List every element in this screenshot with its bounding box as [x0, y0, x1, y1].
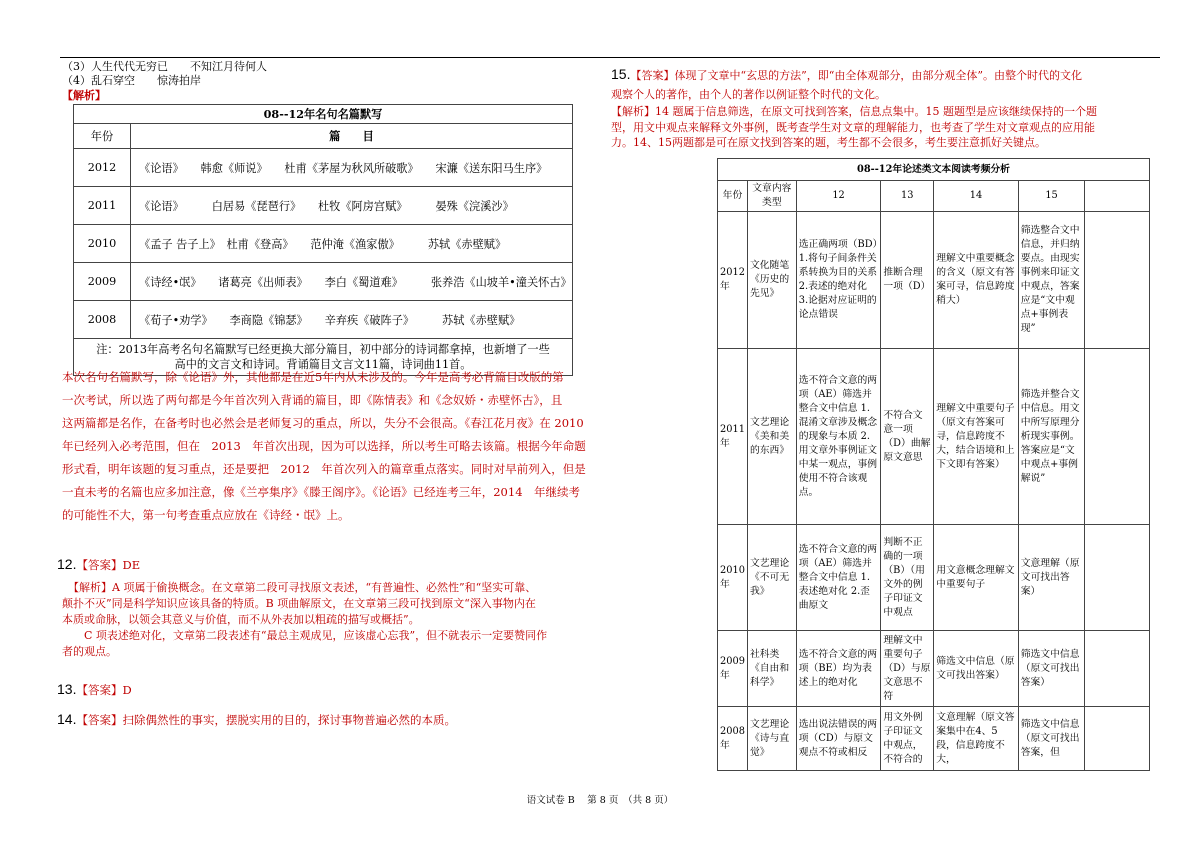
- works-cell: 《荀子•劝学》 李商隐《锦瑟》 辛弃疾《破阵子》 苏轼《赤壁赋》: [131, 301, 573, 339]
- q14-cell: 用文意概念理解文中重要句子: [934, 525, 1019, 631]
- page-footer: 语文试卷 B 第 8 页 （共 8 页）: [526, 795, 674, 806]
- q12-answer: [57, 556, 140, 573]
- q14-cell: 理解文中重要句子（原文有答案可寻，信息跨度不大，结合语境和上下文即有答案）: [934, 349, 1019, 525]
- works-cell: 《论语》 韩愈《师说》 杜甫《茅屋为秋风所破歌》 宋濂《送东阳马生序》: [131, 149, 573, 187]
- analysis-line: C 项表述绝对化，文章第二段表述有“最总主观成见，应该虚心忘我”，但不就表示一定要赞同作: [84, 629, 548, 642]
- analysis-line: 力。14、15两题都是可在原文找到答案的题，考生都不会很多，考生要注意抓好关键点。: [611, 136, 1046, 149]
- year-cell: 2009年: [718, 631, 748, 707]
- answer-label: 【答案】: [76, 713, 123, 727]
- table-title: 08--12年名句名篇默写: [74, 105, 573, 124]
- answer-text: D: [122, 683, 132, 697]
- works-cell: 《孟子 告子上》 杜甫《登高》 范仲淹《渔家傲》 苏轼《赤壁赋》: [131, 225, 573, 263]
- q12-analysis: [62, 580, 592, 660]
- analysis-label: 【解析】: [611, 105, 655, 118]
- table-row: [718, 349, 1150, 525]
- q12-cell: 选不符合文意的两项（AE）筛选并整合文中信息 1.表述绝对化 2.歪曲原文: [796, 525, 881, 631]
- analysis-label: 【解析】: [68, 581, 112, 594]
- famous-lines-table: [73, 104, 573, 376]
- type-cell: 文艺理论《美和美的东西》: [747, 349, 796, 525]
- analysis-line: 【解析】A 项属于偷换概念。在文章第二段可寻找原文表述，“有普遍性、必然性”和“坚实可靠、: [68, 581, 537, 594]
- column-header: 13: [881, 181, 934, 212]
- empty-cell: [1085, 707, 1150, 771]
- analysis-line: 的可能性不大，第一句考查重点应放在《诗经・氓》上。: [62, 508, 350, 522]
- header-line-2: （4）乱石穿空 惊涛拍岸: [62, 74, 201, 87]
- answer-text: 扫除偶然性的事实，摆脱实用的目的，探讨事物普遍必然的本质。: [122, 713, 456, 727]
- analysis-line: 本质或命脉，以领会其意义与价值，而不从外表加以粗疏的描写或概括”。: [62, 613, 420, 626]
- column-header: 年份: [718, 181, 748, 212]
- header-rule: [60, 57, 1160, 58]
- table-row: [74, 187, 573, 225]
- answer-label: 【答案】: [76, 558, 123, 572]
- table-title: 08--12年论述类文本阅读考频分析: [718, 159, 1150, 181]
- column-header: [1085, 181, 1150, 212]
- analysis-line: 者的观点。: [62, 645, 117, 658]
- q15-cell: 文意理解（原文可找出答案）: [1018, 525, 1085, 631]
- q13-cell: 推断合理一项（D）: [881, 212, 934, 349]
- note-line: 注：2013年高考名句名篇默写已经更换大部分篇目，初中部分的诗词都拿掉，也新增了一些: [96, 343, 550, 356]
- column-header: 年份: [74, 124, 131, 149]
- works-cell: 《论语》 白居易《琵琶行》 杜牧《阿房宫赋》 晏殊《浣溪沙》: [131, 187, 573, 225]
- analysis-line: 型，用文中观点来解释文外事例，既考查学生对文章的理解能力，也考查了学生对文章观点的应用能: [611, 120, 1095, 134]
- analysis-line: 【解析】14 题属于信息筛选，在原文可找到答案，信息点集中。15 题题型是应该继续保持的一个题: [611, 105, 1097, 118]
- column-header: 文章内容类型: [747, 181, 796, 212]
- q12-cell: 选出说法错误的两项（CD）与原文观点不符或相反: [796, 707, 881, 771]
- answer-label: 【答案】: [76, 683, 123, 697]
- analysis-label: 【解析】: [62, 89, 106, 102]
- analysis-line: 年已经列入必考范围，但在 2013 年首次出现，因为可以选择，所以考生可略去该篇。根据今年命题: [62, 439, 586, 453]
- empty-cell: [1085, 349, 1150, 525]
- reading-analysis-table: [717, 158, 1150, 771]
- table-row: [74, 263, 573, 301]
- q14-answer: [57, 711, 456, 728]
- table-row: [718, 212, 1150, 349]
- type-cell: 文化随笔《历史的先见》: [747, 212, 796, 349]
- answer-text: DE: [122, 558, 141, 572]
- column-header: 篇 目: [131, 124, 573, 149]
- type-cell: 社科类《自由和科学》: [747, 631, 796, 707]
- question-number: 15.: [611, 66, 631, 82]
- analysis-line: 这两篇都是名作，在备考时也必然会是老师复习的重点，所以，失分不会很高。《春江花月夜》在 2010: [62, 416, 584, 430]
- analysis-paragraph: [62, 366, 592, 527]
- answer-text: 观察个人的著作，由个人的著作以例证整个时代的文化。: [611, 88, 886, 101]
- q12-cell: 选不符合文意的两项（AE）筛选并整合文中信息 1.混淆文章涉及概念的现象与本质 2.用文章外事例证文中某一观点，事例使用不符合该观点。: [796, 349, 881, 525]
- q12-cell: 选正确两项（BD）1.将句子间条件关系转换为目的关系 2.表述的绝对化 3.论据对应证明的论点错误: [796, 212, 881, 349]
- year-cell: 2012: [74, 149, 131, 187]
- q13-cell: 理解文中重要句子（D）与原文意思不符: [881, 631, 934, 707]
- year-cell: 2010年: [718, 525, 748, 631]
- table-row: [74, 225, 573, 263]
- column-header: 15: [1018, 181, 1085, 212]
- column-header: 14: [934, 181, 1019, 212]
- q15-analysis: [611, 104, 1151, 151]
- works-cell: 《诗经•氓》 诸葛亮《出师表》 李白《蜀道难》 张养浩《山坡羊•潼关怀古》: [131, 263, 573, 301]
- question-number: 12.: [57, 556, 77, 572]
- year-cell: 2008年: [718, 707, 748, 771]
- q14-cell: 理解文中重要概念的含义（原文有答案可寻，信息跨度稍大）: [934, 212, 1019, 349]
- q15-cell: 筛选并整合文中信息。用文中所写原理分析现实事例。答案应是“文中观点+事例解说”: [1018, 349, 1085, 525]
- year-cell: 2008: [74, 301, 131, 339]
- year-cell: 2011年: [718, 349, 748, 525]
- table-row: [718, 525, 1150, 631]
- year-cell: 2012年: [718, 212, 748, 349]
- header-line-1: （3）人生代代无穷已 不知江月待何人: [62, 60, 267, 73]
- empty-cell: [1085, 212, 1150, 349]
- answer-text: 体现了文章中“玄思的方法”，即“由全体观部分，由部分观全体”。由整个时代的文化: [674, 69, 1082, 82]
- q12-cell: 选不符合文意的两项（BE）均为表述上的绝对化: [796, 631, 881, 707]
- year-cell: 2010: [74, 225, 131, 263]
- q13-cell: 不符合文意一项（D）曲解原文意思: [881, 349, 934, 525]
- column-header: 12: [796, 181, 881, 212]
- analysis-line: 形式看，明年该题的复习重点，还是要把 2012 年首次列入的篇章重点落实。同时对早前列入，但是: [62, 462, 586, 476]
- type-cell: 文艺理论《不可无我》: [747, 525, 796, 631]
- table-row: [74, 301, 573, 339]
- q15-cell: 筛选文中信息（原文可找出答案）: [1018, 631, 1085, 707]
- analysis-line: 一次考试，所以选了两句都是今年首次列入背诵的篇目，即《陈情表》和《念奴娇・赤壁怀古》，且: [62, 393, 563, 407]
- note-line: 高中的文言文和诗词。背诵篇目文言文11篇，诗词曲11首。: [174, 358, 472, 371]
- q13-cell: 用文外例子印证文中观点，不符合的: [881, 707, 934, 771]
- question-number: 13.: [57, 681, 77, 697]
- analysis-line: 本次名句名篇默写，除《论语》外，其他都是在近5年内从未涉及的。今年是高考必背篇目改版的第: [62, 370, 564, 384]
- question-number: 14.: [57, 711, 77, 727]
- q14-cell: 文意理解（原文答案集中在4、5段，信息跨度不大，: [934, 707, 1019, 771]
- analysis-line: 一直未考的名篇也应多加注意，像《兰亭集序》《滕王阁序》。《论语》已经连考三年，2014 年继续考: [62, 485, 581, 499]
- table-row: [718, 631, 1150, 707]
- year-cell: 2011: [74, 187, 131, 225]
- type-cell: 文艺理论《诗与直觉》: [747, 707, 796, 771]
- q13-answer: [57, 681, 132, 698]
- q15-cell: 筛选整合文中信息，并归纳要点。由现实事例来印证文中观点，答案应是“文中观点+事例表现”: [1018, 212, 1085, 349]
- q15-cell: 筛选文中信息（原文可找出答案，但: [1018, 707, 1085, 771]
- q14-cell: 筛选文中信息（原文可找出答案）: [934, 631, 1019, 707]
- analysis-line: 颠扑不灭”同是科学知识应该具备的特质。B 项曲解原文，在文章第三段可找到原文“深入事物内在: [62, 597, 536, 610]
- answer-label: 【答案】: [630, 69, 675, 82]
- table-row: [74, 149, 573, 187]
- year-cell: 2009: [74, 263, 131, 301]
- q15-answer: [611, 65, 1151, 104]
- table-row: [718, 707, 1150, 771]
- q13-cell: 判断不正确的一项（B）（用文外的例子印证文中观点: [881, 525, 934, 631]
- empty-cell: [1085, 525, 1150, 631]
- empty-cell: [1085, 631, 1150, 707]
